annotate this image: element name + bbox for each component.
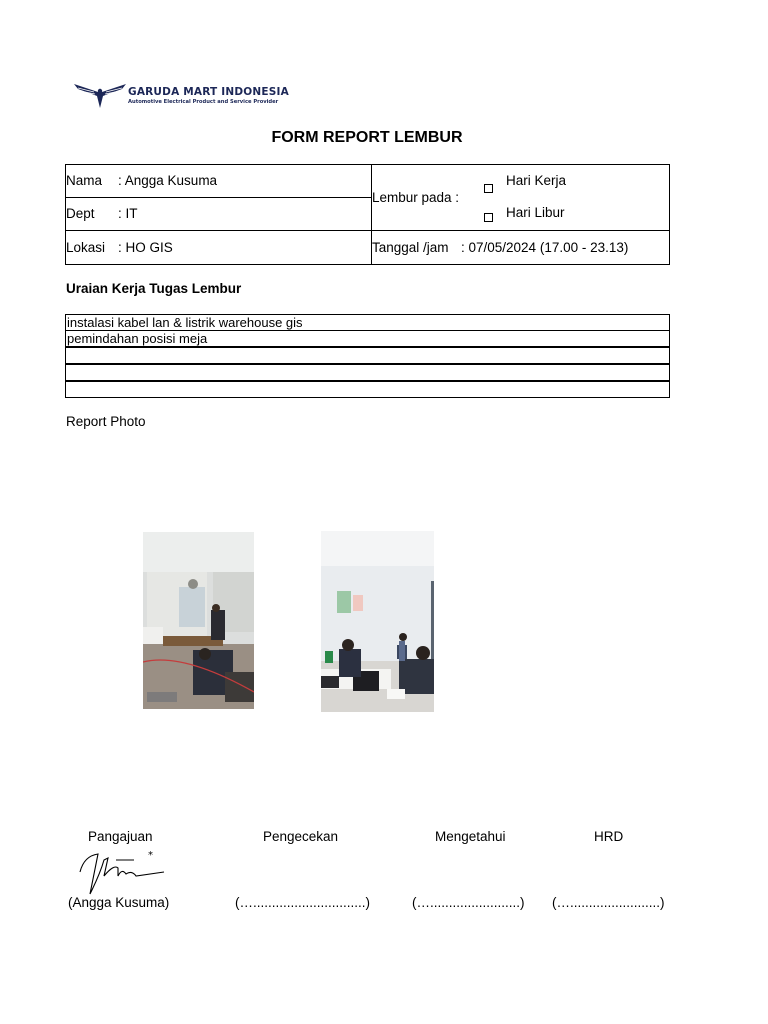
handwritten-signature xyxy=(74,846,169,900)
mengetahui-label: Mengetahui xyxy=(435,829,506,844)
hari-libur-label: Hari Libur xyxy=(506,205,565,220)
task-row xyxy=(65,347,670,364)
task-row xyxy=(65,381,670,398)
svg-text:*: * xyxy=(148,850,153,861)
pengajuan-label: Pangajuan xyxy=(88,829,153,844)
form-title: FORM REPORT LEMBUR xyxy=(271,129,463,146)
hrd-label: HRD xyxy=(594,829,624,844)
hari-kerja-label: Hari Kerja xyxy=(506,173,567,188)
nama-value: : Angga Kusuma xyxy=(118,173,218,188)
nama-label: Nama xyxy=(66,173,103,188)
company-tagline: Automotive Electrical Product and Service Provider xyxy=(128,99,279,105)
tanggal-label: Tanggal /jam xyxy=(372,240,449,255)
dept-cell xyxy=(65,197,372,231)
dept-value: : IT xyxy=(118,206,138,221)
lokasi-value: : HO GIS xyxy=(118,240,173,255)
pengecekan-label: Pengecekan xyxy=(263,829,339,844)
lokasi-cell xyxy=(65,230,372,265)
hrd-name: (…........................) xyxy=(552,895,665,910)
nama-cell xyxy=(65,164,372,198)
pengajuan-name: (Angga Kusuma) xyxy=(68,895,170,910)
task-row: pemindahan posisi meja xyxy=(65,330,670,347)
pengecekan-name: (…..............................) xyxy=(235,895,371,910)
task-row: instalasi kabel lan & listrik warehouse gis xyxy=(65,314,670,331)
report-photo-label: Report Photo xyxy=(66,414,146,429)
lembur-label: Lembur pada : xyxy=(372,190,460,205)
mengetahui-name: (…........................) xyxy=(412,895,525,910)
tasks-title: Uraian Kerja Tugas Lembur xyxy=(66,281,242,296)
tanggal-value: : 07/05/2024 (17.00 - 23.13) xyxy=(461,240,629,255)
company-logo xyxy=(72,80,292,110)
garuda-eagle-icon xyxy=(72,80,128,110)
report-photo-2 xyxy=(321,531,434,712)
dept-label: Dept xyxy=(66,206,95,221)
hari-libur-checkbox[interactable] xyxy=(484,213,493,222)
report-photo-1 xyxy=(143,532,254,709)
task-row xyxy=(65,364,670,381)
company-name: GARUDA MART INDONESIA xyxy=(128,86,289,98)
lokasi-label: Lokasi xyxy=(66,240,106,255)
hari-kerja-checkbox[interactable] xyxy=(484,184,493,193)
